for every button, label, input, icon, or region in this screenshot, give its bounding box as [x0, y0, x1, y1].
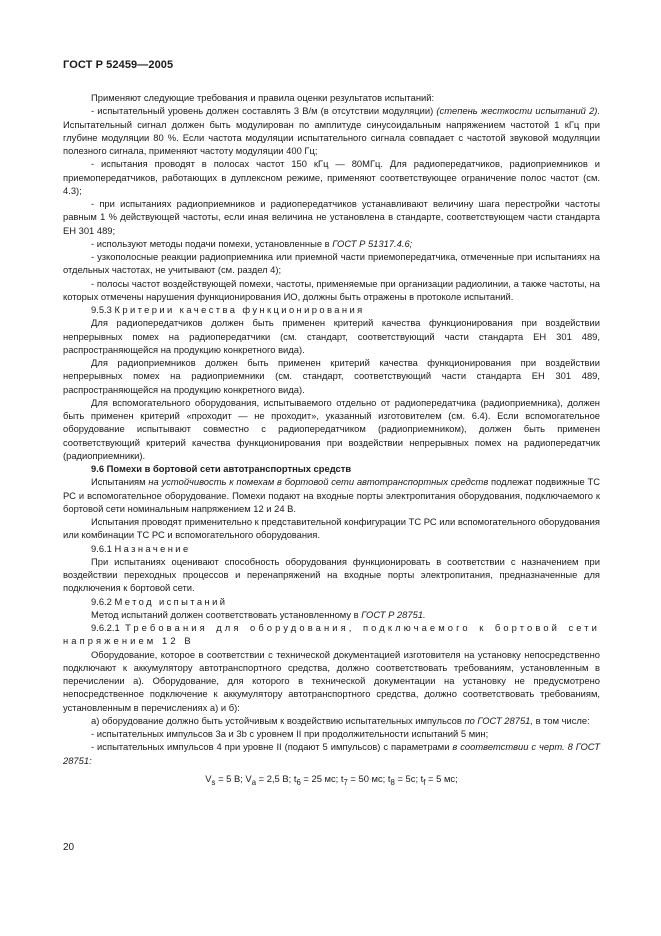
page-number: 20 — [63, 842, 75, 853]
paragraph: - узкополосные реакции радиоприемника или приемной части приемопередатчика, отмеченные при испытаниях на отдельных частотах, не учитывают (см. раздел 4); — [63, 251, 600, 276]
paragraph: - полосы частот воздействующей помехи, частоты, применяемые при организации радиолинии, а также частоты, на которых отмечены нарушения функционирования ИО, должны быть отражены в протоколе испытаний. — [63, 277, 600, 302]
formula-line: $V_s = 5$ В; $V_a = 2,5$ В; $t_6 = 25$ мс; $t_7 = 50$ мс; $t_8 = 5с$; $t_f = 5$ мс; — [205, 772, 458, 787]
paragraph: Метод испытаний должен соответствовать установленному в ГОСТ Р 28751. — [91, 608, 426, 620]
paragraph: Для вспомогательного оборудования, испытываемого отдельно от радиопередатчика (радиоприемника), должен быть применен критерий «проходит — не проходит», указанный изготовителем (см. 6.4). Если вспомогательное оборудование испытывают совместно с радиопередатчиком (радиоприемником), должен быть применен соответствующий критерий качества функционирования при воздействии непрерывных помех на радиопередатчик (радиоприемники). — [63, 396, 600, 461]
paragraph: - испытательных импульсов 4 при уровне II (подают 5 импульсов) с параметрами в соответствии с черт. 8 ГОСТ 28751: — [63, 741, 600, 766]
paragraph: При испытаниях оценивают способность оборудования функционировать в соответствии с назначением при воздействии переходных процессов и перенапряжений на входные порты электропитания, предназначенные для подключения к бортовой сети. — [63, 555, 600, 594]
section-heading: 9.6 Помехи в бортовой сети автотранспортных средств — [91, 463, 352, 474]
paragraph: а) оборудование должно быть устойчивым к воздействию испытательных импульсов по ГОСТ 28751, в том числе: — [91, 714, 590, 726]
paragraph: - используют методы подачи помехи, установленные в ГОСТ Р 51317.4.6; — [91, 237, 413, 249]
paragraph: - испытательный уровень должен составлять 3 В/м (в отсутствии модуляции) (степень жесткости испытаний 2). Испытательный сигнал должен быть модулирован по амплитуде синусоидальным напряжением частотой 1 кГц при глубине модуляции 80 %. Если частота модуляции испытательного сигнала совпадает с частотой звуковой модуляции полезного сигнала, применяют частоту модуляции 400 Гц; — [63, 105, 601, 156]
paragraph: Оборудование, которое в соответствии с технической документацией изготовителя на установку непосредственно подключают к аккумулятору автотранспортного средства, должно соответствовать требованиям, установленным в перечислении а). Оборудование, для которого в технической документации на установку не предусмотрено непосредственное подключение к аккумулятору автотранспортного средства, должно соответствовать требованиям, установленным в перечислениях а) и б): — [63, 648, 600, 713]
paragraph: Для радиоприемников должен быть применен критерий качества функционирования при воздействии непрерывных помех на радиоприемники (см. стандарт, соответствующий части стандарта ЕН 301 489, распространяющейся на продукцию конкретного вида). — [63, 357, 600, 395]
paragraph: Для радиопередатчиков должен быть применен критерий качества функционирования при воздействии непрерывных помех на радиопередатчики (см. стандарт, соответствующий части стандарта ЕН 301 489, распространяющейся на продукцию конкретного вида). — [63, 317, 600, 355]
paragraph: - испытания проводят в полосах частот 150 кГц — 80МГц. Для радиопередатчиков, радиоприемников и приемопередатчиков, работающих в дуплексном режиме, применяют соответствующее ограничение полос частот (см. 4.3); — [63, 158, 600, 196]
subsection-heading: 9.5.3 Критерии качества функционирования — [91, 304, 365, 315]
paragraph: Испытания проводят применительно к представительной конфигурации ТС РС или вспомогательного оборудования или комбинации ТС РС и вспомогательного оборудования. — [63, 516, 600, 541]
subsection-heading: 9.6.1 Назначение — [91, 542, 191, 554]
subsection-heading: 9.6.2.1 Требования для оборудования, подключаемого к бортовой сети напряжением 12 В — [63, 622, 600, 647]
paragraph: - при испытаниях радиоприемников и радиопередатчиков устанавливают величину шага перестройки частоты равным 1 % действующей частоты, если иная величина не установлена в стандарте, соответствующем части стандарта ЕН 301 489; — [63, 198, 600, 236]
document-header: ГОСТ Р 52459—2005 — [63, 59, 174, 71]
document-body — [63, 91, 600, 789]
subsection-heading: 9.6.2 Метод испытаний — [91, 595, 228, 607]
paragraph: Испытаниям на устойчивость к помехам в бортовой сети автотранспортных средств подлежат подвижные ТС РС и вспомогательное оборудование. Помехи подают на входные порты электропитания оборудования, подключаемого к бортовой сети номинальным напряжением 12 и 24 В. — [63, 476, 600, 514]
paragraph: - испытательных импульсов 3а и 3b с уровнем II при продолжительности испытаний 5 мин; — [91, 728, 489, 739]
paragraph: Применяют следующие требования и правила оценки результатов испытаний: — [91, 92, 435, 103]
